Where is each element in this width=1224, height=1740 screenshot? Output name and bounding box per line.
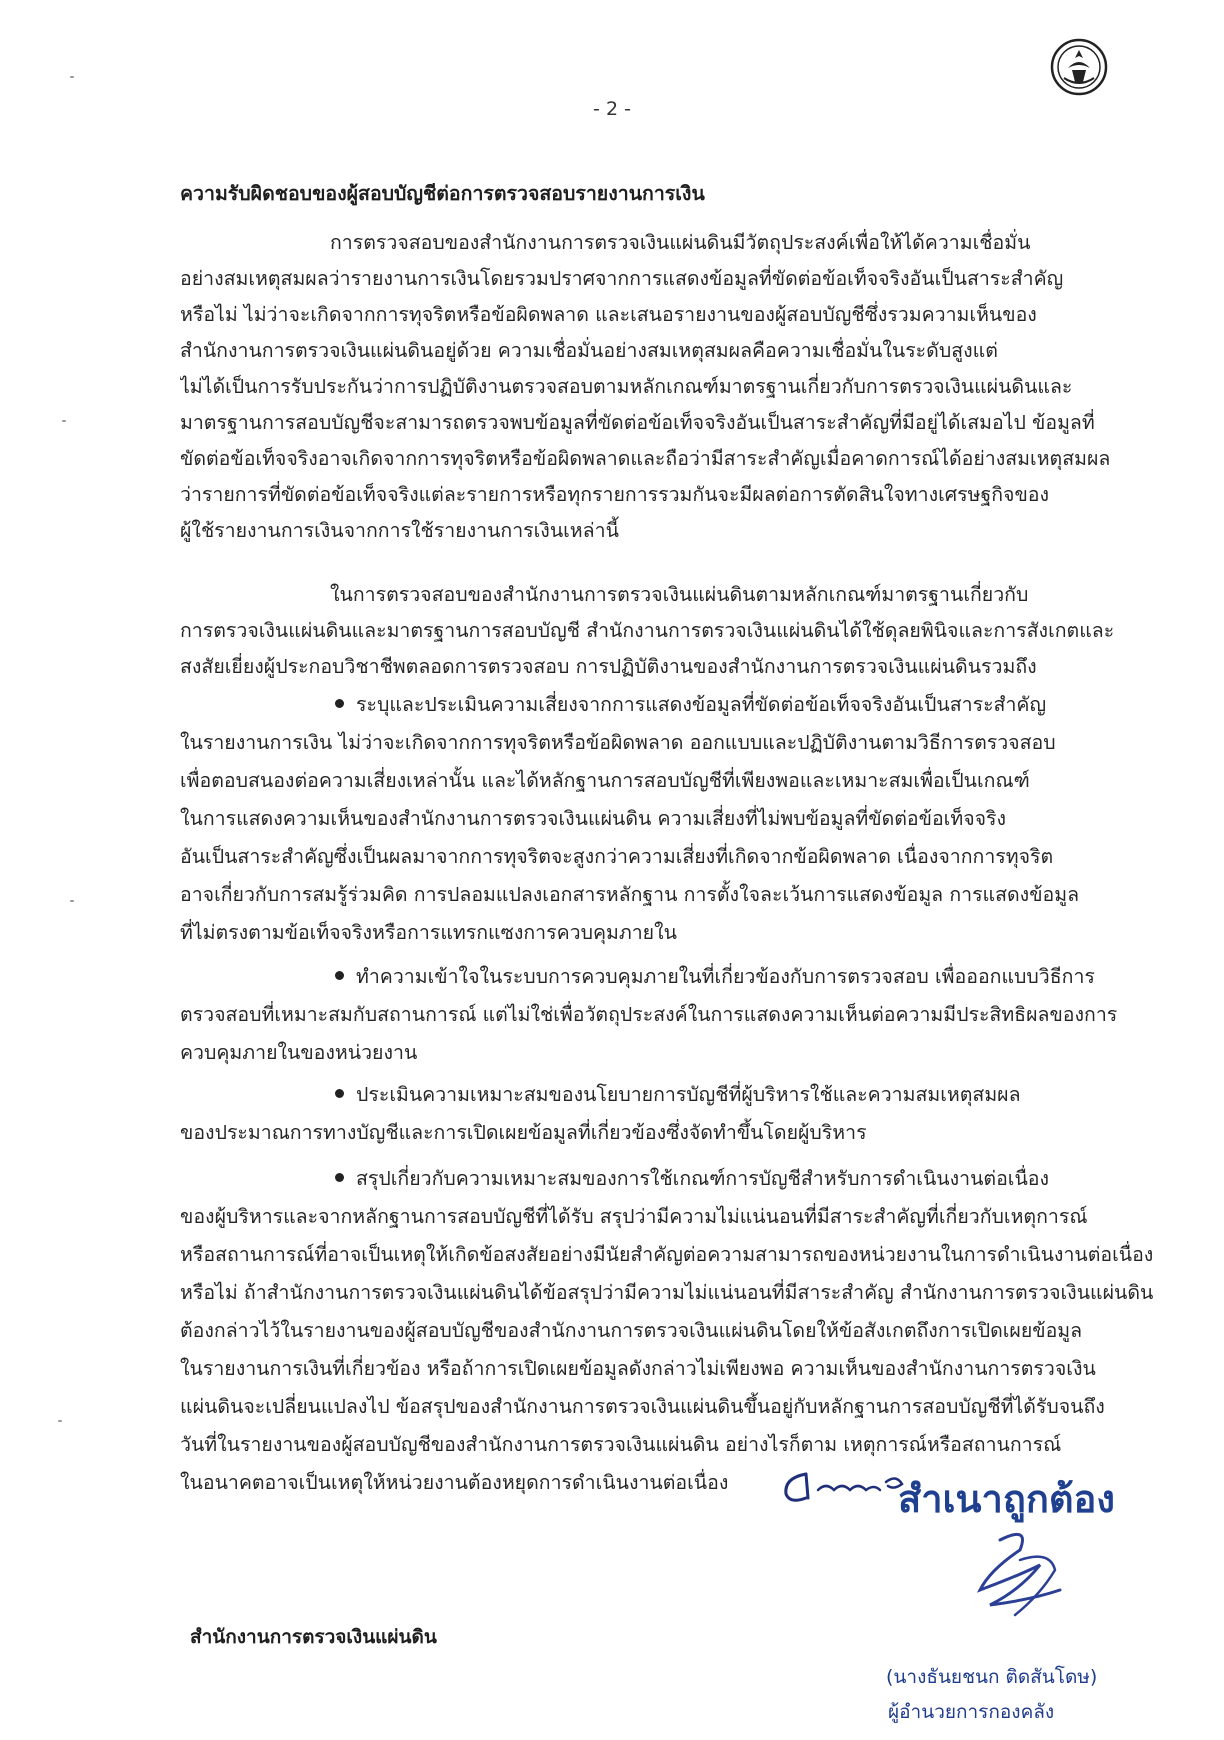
scan-speck xyxy=(62,420,66,422)
bullet-item xyxy=(335,1078,1160,1112)
paragraph-line: อันเป็นสาระสำคัญซึ่งเป็นผลมาจากการทุจริตจะสูงกว่าความเสี่ยงที่เกิดจากข้อผิดพลาด เนื่องจากการทุจริต xyxy=(180,845,1054,868)
paragraph-line: เพื่อตอบสนองต่อความเสี่ยงเหล่านั้น และได้หลักฐานการสอบบัญชีที่เพียงพอและเหมาะสมเพื่อเป็นเกณฑ์ xyxy=(180,769,1030,792)
paragraph-line: ควบคุมภายในของหน่วยงาน xyxy=(180,1041,418,1064)
signature-icon xyxy=(960,1520,1080,1630)
paragraph-line: ผู้ใช้รายงานการเงินจากการใช้รายงานการเงินเหล่านี้ xyxy=(180,519,619,542)
paragraph-line: ว่ารายการที่ขัดต่อข้อเท็จจริงแต่ละรายการหรือทุกรายการรวมกันจะมีผลต่อการตัดสินใจทางเศรษฐกิจของ xyxy=(180,483,1050,506)
bullet-text: ทำความเข้าใจในระบบการควบคุมภายในที่เกี่ยวข้องกับการตรวจสอบ เพื่อออกแบบวิธีการ xyxy=(356,965,1095,988)
paragraph-line: การตรวจสอบของสำนักงานการตรวจเงินแผ่นดินมีวัตถุประสงค์เพื่อให้ได้ความเชื่อมั่น xyxy=(330,231,1031,254)
scan-speck xyxy=(70,900,74,902)
paragraph-line: ไม่ได้เป็นการรับประกันว่าการปฏิบัติงานตรวจสอบตามหลักเกณฑ์มาตรฐานเกี่ยวกับการตรวจเงินแผ่นดินและ xyxy=(180,375,1073,398)
bullet-icon xyxy=(335,1173,344,1182)
paragraph-line: ตรวจสอบที่เหมาะสมกับสถานการณ์ แต่ไม่ใช่เพื่อวัตถุประสงค์ในการแสดงความเห็นต่อความมีประสิทธิผลของการ xyxy=(180,1003,1118,1026)
paragraph-line: มาตรฐานการสอบบัญชีจะสามารถตรวจพบข้อมูลที่ขัดต่อข้อเท็จจริงอันเป็นสาระสำคัญที่มีอยู่ได้เสมอไป ข้อมูลที่ xyxy=(180,411,1095,434)
paragraph-line: ในการแสดงความเห็นของสำนักงานการตรวจเงินแผ่นดิน ความเสี่ยงที่ไม่พบข้อมูลที่ขัดต่อข้อเท็จจริง xyxy=(180,807,1007,830)
paragraph-line: ต้องกล่าวไว้ในรายงานของผู้สอบบัญชีของสำนักงานการตรวจเงินแผ่นดินโดยให้ข้อสังเกตถึงการเปิดเผยข้อมูล xyxy=(180,1319,1083,1342)
seal-icon xyxy=(1050,38,1108,96)
paragraph-line: ขัดต่อข้อเท็จจริงอาจเกิดจากการทุจริตหรือข้อผิดพลาดและถือว่ามีสาระสำคัญเมื่อคาดการณ์ได้อย่างสมเหตุสมผล xyxy=(180,447,1111,470)
paragraph-line: ที่ไม่ตรงตามข้อเท็จจริงหรือการแทรกแซงการควบคุมภายใน xyxy=(180,921,677,944)
scan-speck xyxy=(58,1420,62,1422)
bullet-text: ประเมินความเหมาะสมของนโยบายการบัญชีที่ผู้บริหารใช้และความสมเหตุสมผล xyxy=(356,1083,1021,1106)
paragraph-line: สำนักงานการตรวจเงินแผ่นดินอยู่ด้วย ความเชื่อมั่นอย่างสมเหตุสมผลคือความเชื่อมั่นในระดับสูงแต่ xyxy=(180,339,998,362)
paragraph-line: วันที่ในรายงานของผู้สอบบัญชีของสำนักงานการตรวจเงินแผ่นดิน อย่างไรก็ตาม เหตุการณ์หรือสถานการณ์ xyxy=(180,1433,1062,1456)
bullet-text: ระบุและประเมินความเสี่ยงจากการแสดงข้อมูลที่ขัดต่อข้อเท็จจริงอันเป็นสาระสำคัญ xyxy=(356,693,1047,716)
section-heading: ความรับผิดชอบของผู้สอบบัญชีต่อการตรวจสอบรายงานการเงิน xyxy=(180,182,705,205)
paragraph-line: การตรวจเงินแผ่นดินและมาตรฐานการสอบบัญชี สำนักงานการตรวจเงินแผ่นดินได้ใช้ดุลยพินิจและการสังเกตและ xyxy=(180,619,1115,642)
bullet-icon xyxy=(335,699,344,708)
paragraph-line: ในรายงานการเงิน ไม่ว่าจะเกิดจากการทุจริตหรือข้อผิดพลาด ออกแบบและปฏิบัติงานตามวิธีการตรวจสอบ xyxy=(180,731,1056,754)
signer-title: ผู้อำนวยการกองคลัง xyxy=(888,1701,1055,1723)
paragraph-line: ของประมาณการทางบัญชีและการเปิดเผยข้อมูลที่เกี่ยวข้องซึ่งจัดทำขึ้นโดยผู้บริหาร xyxy=(180,1121,867,1144)
paragraph-line: แผ่นดินจะเปลี่ยนแปลงไป ข้อสรุปของสำนักงานการตรวจเงินแผ่นดินขึ้นอยู่กับหลักฐานการสอบบัญชีที่ได้รับจนถึง xyxy=(180,1395,1105,1418)
bullet-icon xyxy=(335,1089,344,1098)
bullet-item xyxy=(335,688,1160,722)
paragraph-line: ในรายงานการเงินที่เกี่ยวข้อง หรือถ้าการเปิดเผยข้อมูลดังกล่าวไม่เพียงพอ ความเห็นของสำนักงานการตรวจเงิน xyxy=(180,1357,1096,1380)
certified-copy-stamp: สำเนาถูกต้อง xyxy=(898,1477,1115,1521)
bullet-item xyxy=(335,1162,1160,1196)
bullet-text: สรุปเกี่ยวกับความเหมาะสมของการใช้เกณฑ์การบัญชีสำหรับการดำเนินงานต่อเนื่อง xyxy=(356,1167,1050,1190)
scan-speck xyxy=(70,76,74,78)
paragraph-line: สงสัยเยี่ยงผู้ประกอบวิชาชีพตลอดการตรวจสอบ การปฏิบัติงานของสำนักงานการตรวจเงินแผ่นดินรวมถึง xyxy=(180,655,1037,678)
bullet-item xyxy=(335,960,1160,994)
bullet-icon xyxy=(335,971,344,980)
paragraph-line: หรือไม่ ถ้าสำนักงานการตรวจเงินแผ่นดินได้ข้อสรุปว่ามีความไม่แน่นอนที่มีสาระสำคัญ สำนักงานการตรวจเงินแผ่นดิน xyxy=(180,1281,1154,1304)
paragraph-line: อย่างสมเหตุสมผลว่ารายงานการเงินโดยรวมปราศจากการแสดงข้อมูลที่ขัดต่อข้อเท็จจริงอันเป็นสาระสำคัญ xyxy=(180,267,1064,290)
page-number: - 2 - xyxy=(593,98,631,120)
signer-name: (นางธันยชนก ติดสันโดษ) xyxy=(886,1666,1098,1688)
agency-name: สำนักงานการตรวจเงินแผ่นดิน xyxy=(190,1626,437,1648)
paragraph-line: ในการตรวจสอบของสำนักงานการตรวจเงินแผ่นดินตามหลักเกณฑ์มาตรฐานเกี่ยวกับ xyxy=(330,583,1029,606)
paragraph-line: หรือไม่ ไม่ว่าจะเกิดจากการทุจริตหรือข้อผิดพลาด และเสนอรายงานของผู้สอบบัญชีซึ่งรวมความเห็นของ xyxy=(180,303,1037,326)
paragraph-line: อาจเกี่ยวกับการสมรู้ร่วมคิด การปลอมแปลงเอกสารหลักฐาน การตั้งใจละเว้นการแสดงข้อมูล การแสดงข้อมูล xyxy=(180,883,1080,906)
paragraph-line: ในอนาคตอาจเป็นเหตุให้หน่วยงานต้องหยุดการดำเนินงานต่อเนื่อง xyxy=(180,1471,729,1494)
paragraph-line: ของผู้บริหารและจากหลักฐานการสอบบัญชีที่ได้รับ สรุปว่ามีความไม่แน่นอนที่มีสาระสำคัญที่เกี่ยวกับเหตุการณ์ xyxy=(180,1205,1088,1228)
paragraph-line: หรือสถานการณ์ที่อาจเป็นเหตุให้เกิดข้อสงสัยอย่างมีนัยสำคัญต่อความสามารถของหน่วยงานในการดำเนินงานต่อเนื่อง xyxy=(180,1243,1154,1266)
